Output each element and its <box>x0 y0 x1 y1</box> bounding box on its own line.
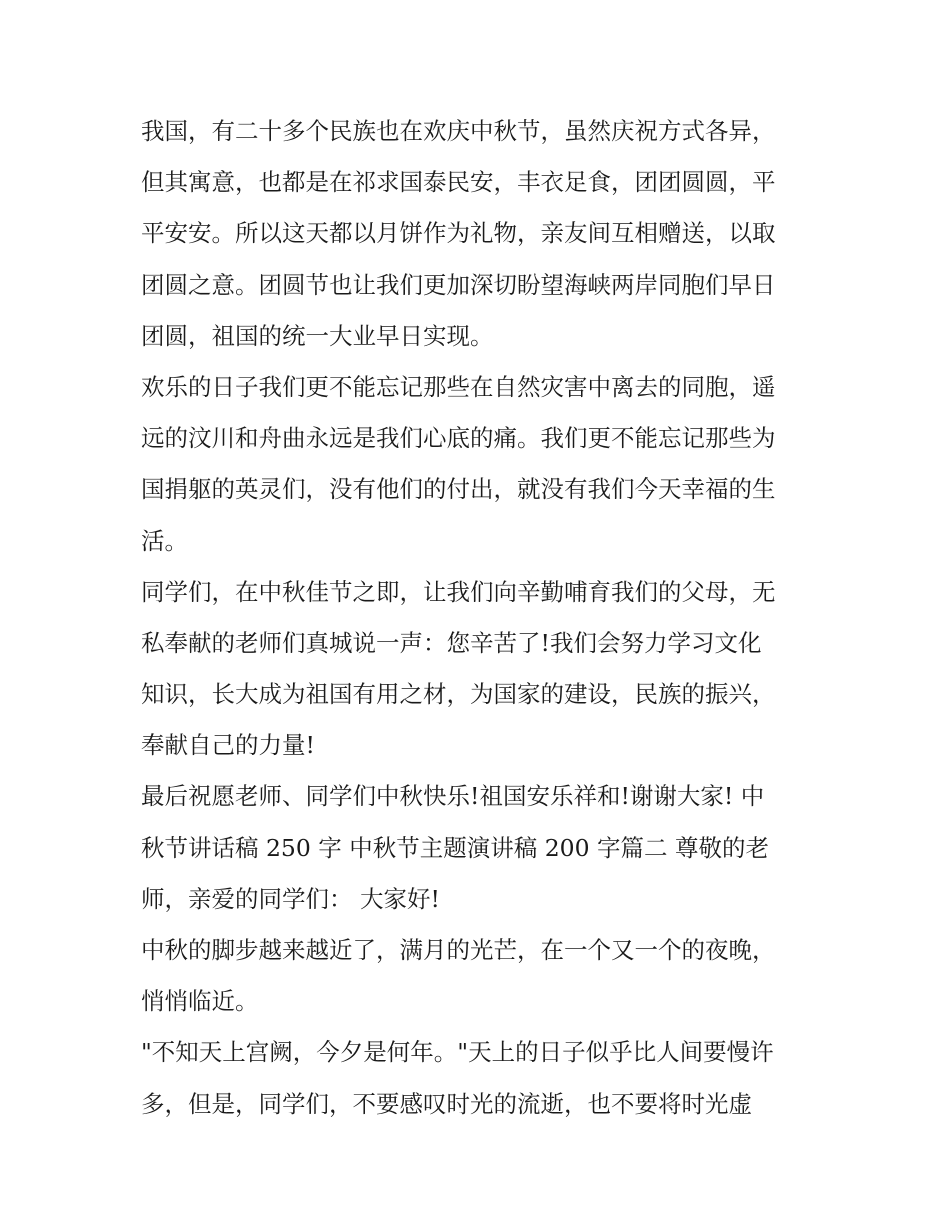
text-line: 远的汶川和舟曲永远是我们心底的痛。我们更不能忘记那些为 <box>141 424 776 453</box>
text-line: 知识，长大成为祖国有用之材，为国家的建设，民族的振兴， <box>141 680 776 709</box>
text-line: 活。 <box>141 526 188 555</box>
text-line: 秋节讲话稿 250 字 中秋节主题演讲稿 200 字篇二 尊敬的老 <box>141 833 770 862</box>
text-line: 多，但是，同学们，不要感叹时光的流逝，也不要将时光虚 <box>141 1089 752 1118</box>
text-line: 但其寓意，也都是在祁求国泰民安，丰衣足食，团团圆圆，平 <box>141 168 776 197</box>
text-line: 悄悄临近。 <box>141 987 259 1016</box>
text-line: 奉献自己的力量! <box>141 731 315 760</box>
text-line: 中秋的脚步越来越近了，满月的光芒，在一个又一个的夜晚， <box>141 936 776 964</box>
body-text <box>141 106 821 1130</box>
text-line: "不知天上宫阙，今夕是何年。"天上的日子似乎比人间要慢许 <box>141 1038 774 1067</box>
text-line: 最后祝愿老师、同学们中秋快乐!祖国安乐祥和!谢谢大家! 中 <box>141 782 765 811</box>
text-line: 师，亲爱的同学们： 大家好! <box>141 884 440 913</box>
text-line: 私奉献的老师们真城说一声：您辛苦了!我们会努力学习文化 <box>141 628 762 657</box>
text-line: 国捐躯的英灵们，没有他们的付出，就没有我们今天幸福的生 <box>141 475 776 504</box>
text-line: 平安安。所以这天都以月饼作为礼物，亲友间互相赠送，以取 <box>141 219 776 248</box>
text-line: 我国，有二十多个民族也在欢庆中秋节，虽然庆祝方式各异， <box>141 117 776 145</box>
text-line: 同学们，在中秋佳节之即，让我们向辛勤哺育我们的父母，无 <box>141 577 776 606</box>
text-line: 团圆之意。团圆节也让我们更加深切盼望海峡两岸同胞们早日 <box>141 270 776 299</box>
text-line: 欢乐的日子我们更不能忘记那些在自然灾害中离去的同胞，遥 <box>141 372 776 401</box>
text-line: 团圆，祖国的统一大业早日实现。 <box>141 321 494 350</box>
